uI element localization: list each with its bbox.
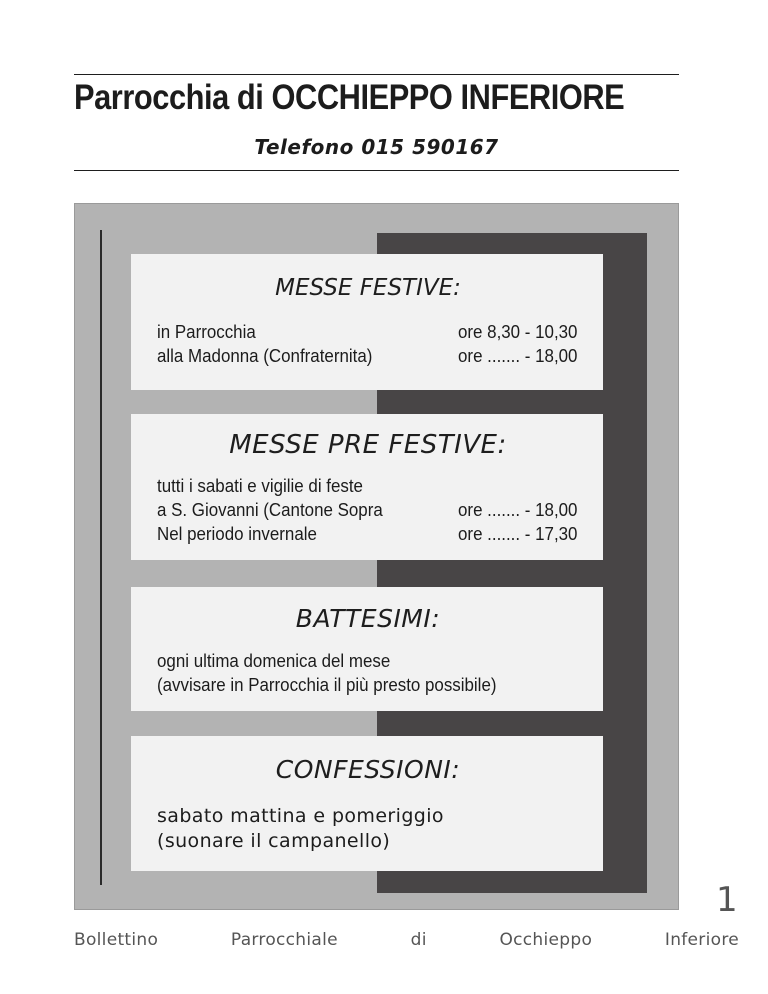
footer-word: di [410, 930, 427, 950]
heading-messe-prefestive: MESSE PRE FESTIVE: [229, 430, 507, 460]
card-messe-prefestive [131, 414, 603, 560]
schedule-row [157, 344, 577, 368]
row-time: ore ....... - 18,00 [458, 500, 578, 520]
heading-battesimi: BATTESIMI: [295, 604, 441, 633]
footer-word: Inferiore [664, 930, 739, 950]
row-label: Nel periodo invernale [157, 524, 317, 544]
vertical-rule [100, 230, 102, 885]
schedule-row [157, 522, 577, 546]
page-number: 1 [716, 880, 738, 920]
row-label: in Parrocchia [157, 322, 256, 342]
page-title: Parrocchia di OCCHIEPPO INFERIORE [74, 78, 625, 117]
row-label: a S. Giovanni (Cantone Sopra [157, 500, 383, 520]
header-top-rule [74, 74, 679, 75]
row-time: ore 8,30 - 10,30 [458, 322, 578, 342]
footer-word: Bollettino [74, 930, 159, 950]
heading-messe-festive: MESSE FESTIVE: [275, 275, 461, 301]
row-time: ore ....... - 17,30 [458, 524, 578, 544]
phone-number: Telefono 015 590167 [254, 135, 499, 159]
card-battesimi [131, 587, 603, 711]
footer-word: Occhieppo [499, 930, 593, 950]
prefestive-intro: tutti i sabati e vigilie di feste [157, 476, 363, 496]
confessioni-line: (suonare il campanello) [157, 830, 391, 852]
card-confessioni [131, 736, 603, 871]
schedule-row [157, 498, 577, 522]
row-label: alla Madonna (Confraternita) [157, 346, 373, 366]
battesimi-line: (avvisare in Parrocchia il più presto possibile) [157, 675, 497, 695]
footer [74, 930, 739, 950]
footer-word: Parrocchiale [230, 930, 338, 950]
card-messe-festive [131, 254, 603, 390]
row-time: ore ....... - 18,00 [458, 346, 578, 366]
heading-confessioni: CONFESSIONI: [275, 755, 461, 784]
header-bottom-rule [74, 170, 679, 171]
confessioni-line: sabato mattina e pomeriggio [157, 805, 444, 827]
battesimi-line: ogni ultima domenica del mese [157, 651, 391, 671]
schedule-row [157, 320, 577, 344]
